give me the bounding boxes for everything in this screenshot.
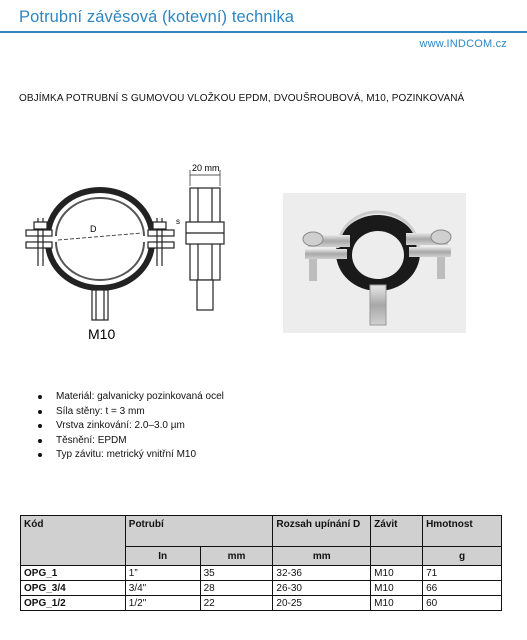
table-row [21, 596, 502, 611]
cell-mm: 35 [200, 566, 273, 581]
page-header-title: Potrubní závěsová (kotevní) technika [19, 8, 295, 26]
cell-mm: 28 [200, 581, 273, 596]
header-divider [0, 31, 527, 33]
product-table [20, 515, 502, 611]
cell-weight: 60 [423, 596, 502, 611]
cell-code: OPG_3/4 [21, 581, 126, 596]
technical-drawing [18, 158, 238, 348]
thread-size-label: M10 [88, 326, 116, 342]
cell-range: 26-30 [273, 581, 371, 596]
spec-zinc-layer: Vrstva zinkování: 2.0–3.0 µm [38, 419, 224, 434]
company-url[interactable]: www.INDCOM.cz [419, 38, 507, 50]
dimension-width-label: 20 mm [192, 163, 220, 173]
subheader-grams: g [423, 547, 502, 566]
cell-range: 32-36 [273, 566, 371, 581]
cell-weight: 71 [423, 566, 502, 581]
cell-inch: 1” [125, 566, 200, 581]
header-code: Kód [21, 516, 126, 566]
subheader-thread-empty [371, 547, 423, 566]
spec-sealing: Těsnění: EPDM [38, 434, 224, 449]
spec-material: Materiál: galvanicky pozinkovaná ocel [38, 390, 224, 405]
cell-thread: M10 [371, 581, 423, 596]
product-title: OBJÍMKA POTRUBNÍ S GUMOVOU VLOŽKOU EPDM, DVOUŠROUBOVÁ, M10, POZINKOVANÁ [19, 93, 465, 104]
table-header-row [21, 516, 502, 547]
cell-weight: 66 [423, 581, 502, 596]
cell-inch: 1/2" [125, 596, 200, 611]
product-photo [283, 193, 466, 333]
header-weight: Hmotnost [423, 516, 502, 547]
subheader-inch: In [125, 547, 200, 566]
header-pipe: Potrubí [125, 516, 273, 547]
cell-range: 20-25 [273, 596, 371, 611]
spec-wall-thickness: Síla stěny: t = 3 mm [38, 405, 224, 420]
table-row [21, 581, 502, 596]
dimension-d-label: D [90, 224, 97, 234]
cell-thread: M10 [371, 596, 423, 611]
cell-code: OPG_1 [21, 566, 126, 581]
dimension-s-label: s [176, 217, 180, 226]
cell-code: OPG_1/2 [21, 596, 126, 611]
table-row [21, 566, 502, 581]
subheader-mm: mm [200, 547, 273, 566]
subheader-range-mm: mm [273, 547, 371, 566]
cell-thread: M10 [371, 566, 423, 581]
cell-mm: 22 [200, 596, 273, 611]
cell-inch: 3/4" [125, 581, 200, 596]
specification-list [38, 390, 224, 463]
header-thread: Závit [371, 516, 423, 547]
header-clamping-range: Rozsah upínání D [273, 516, 371, 547]
spec-thread-type: Typ závitu: metrický vnitřní M10 [38, 448, 224, 463]
